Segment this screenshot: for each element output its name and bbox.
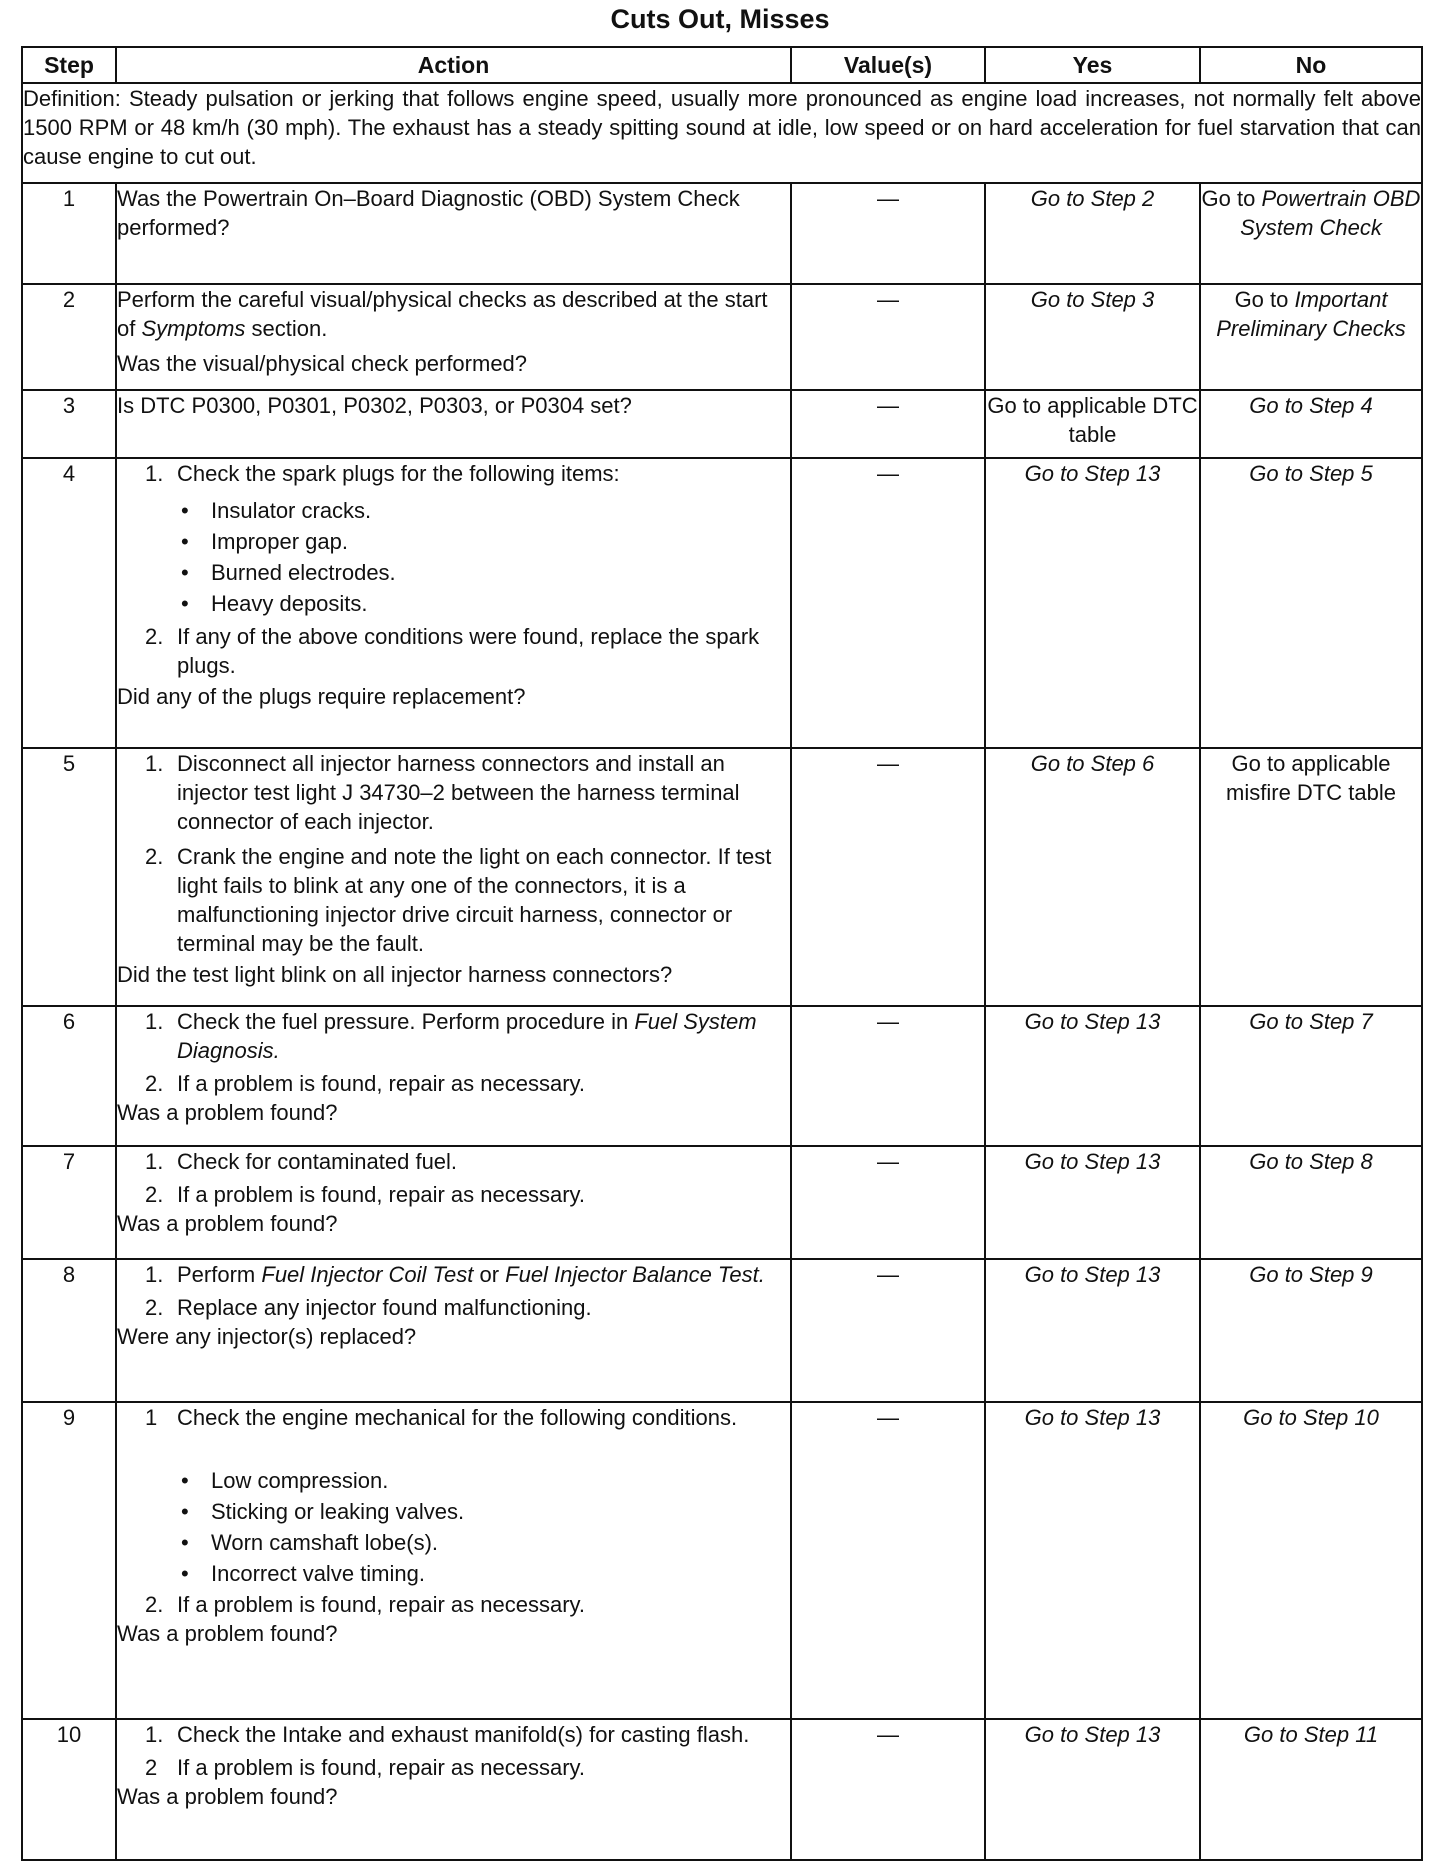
no-cell <box>1200 390 1422 458</box>
action-question: Was the Powertrain On–Board Diagnostic (OBD) System Check performed? <box>117 186 740 240</box>
bullet-item <box>117 589 790 618</box>
header-no: No <box>1200 47 1422 83</box>
bullet-text: Low compression. <box>211 1468 389 1493</box>
definition-text: Definition: Steady pulsation or jerking that follows engine speed, usually more pronounced as engine load increases, not normally felt above 1500 RPM or 48 km/h (30 mph). The exhaust has a steady spitting sound at idle, low speed or on hard acceleration for fuel starvation that can cause engine to cut out. <box>22 83 1422 183</box>
yes-cell <box>985 1146 1200 1259</box>
bullet-item <box>117 1528 790 1557</box>
bullet-item <box>117 1466 790 1495</box>
yes-goto: Go to Step 13 <box>1024 1405 1161 1430</box>
item-text: If a problem is found, repair as necessary. <box>177 1592 586 1617</box>
bullet-dot: • <box>181 1499 189 1524</box>
action-question: Was a problem found? <box>117 1211 338 1236</box>
bullet-text: Incorrect valve timing. <box>211 1561 425 1586</box>
action-cell <box>116 1402 791 1719</box>
action-question: Was a problem found? <box>117 1100 338 1125</box>
bullet-dot: • <box>181 1530 189 1555</box>
item-number: 2. <box>145 1182 164 1207</box>
action-cell <box>116 748 791 1006</box>
yes-cell <box>985 1259 1200 1402</box>
no-prefix: Go to <box>1234 287 1289 312</box>
step-number: 6 <box>22 1006 116 1146</box>
step-number: 10 <box>22 1719 116 1860</box>
item-number: 2 <box>145 1755 158 1780</box>
numbered-item <box>117 1147 790 1176</box>
item-text-pre: Check the fuel pressure. Perform procedure in <box>177 1009 629 1034</box>
no-cell <box>1200 1402 1422 1719</box>
action-post: section. <box>251 316 328 341</box>
action-question: Did the test light blink on all injector harness connectors? <box>117 962 673 987</box>
table-row-step-5 <box>22 748 1422 1006</box>
item-text: Check the spark plugs for the following items: <box>177 461 620 486</box>
numbered-item <box>117 1590 790 1619</box>
step-number: 1 <box>22 183 116 284</box>
action-cell <box>116 183 791 284</box>
item-number: 2. <box>145 624 164 649</box>
yes-goto: Go to Step 13 <box>1024 1262 1161 1287</box>
header-step: Step <box>22 47 116 83</box>
item-number: 2. <box>145 1071 164 1096</box>
yes-cell <box>985 284 1200 390</box>
item-text: Disconnect all injector harness connectors and install an injector test light J 34730–2 between the harness terminal connector of each injector. <box>177 751 740 834</box>
bullet-text: Worn camshaft lobe(s). <box>211 1530 439 1555</box>
action-cell <box>116 284 791 390</box>
item-number: 2. <box>145 1592 164 1617</box>
bullet-dot: • <box>181 498 189 523</box>
item-text-italic: Fuel Injector Coil Test <box>261 1262 474 1287</box>
no-link-text: Powertrain OBD System Check <box>1240 186 1421 240</box>
item-number: 1 <box>145 1405 158 1430</box>
value-cell: — <box>791 748 985 1006</box>
step-number: 9 <box>22 1402 116 1719</box>
item-text: Check the Intake and exhaust manifold(s) for casting flash. <box>177 1722 750 1747</box>
page-title: Cuts Out, Misses <box>610 4 830 34</box>
item-text-pre: Perform <box>177 1262 256 1287</box>
numbered-item <box>117 1260 790 1289</box>
bullet-item <box>117 558 790 587</box>
value-cell: — <box>791 1402 985 1719</box>
action-cell <box>116 1719 791 1860</box>
item-text <box>177 1007 790 1065</box>
action-cell <box>116 458 791 748</box>
bullet-item <box>117 1559 790 1588</box>
no-cell <box>1200 1006 1422 1146</box>
bullet-text: Insulator cracks. <box>211 498 372 523</box>
value-cell: — <box>791 1146 985 1259</box>
bullet-dot: • <box>181 1561 189 1586</box>
no-goto: Go to Step 11 <box>1243 1722 1379 1747</box>
item-number: 1. <box>145 1262 164 1287</box>
yes-cell <box>985 458 1200 748</box>
bullet-text: Heavy deposits. <box>211 591 368 616</box>
item-text: If any of the above conditions were found, replace the spark plugs. <box>177 624 760 678</box>
yes-cell <box>985 1402 1200 1719</box>
action-question: Were any injector(s) replaced? <box>117 1324 417 1349</box>
yes-goto: Go to Step 13 <box>1024 1009 1161 1034</box>
definition-row <box>22 83 1422 183</box>
value-cell: — <box>791 1006 985 1146</box>
table-row-step-8 <box>22 1259 1422 1402</box>
item-text: If a problem is found, repair as necessary. <box>177 1182 586 1207</box>
table-row-step-1 <box>22 183 1422 284</box>
item-text: Check for contaminated fuel. <box>177 1149 458 1174</box>
item-text: If a problem is found, repair as necessary. <box>177 1755 586 1780</box>
table-row-step-2 <box>22 284 1422 390</box>
action-question: Was the visual/physical check performed? <box>117 351 528 376</box>
action-instruction <box>117 285 790 343</box>
no-goto: Go to Step 9 <box>1249 1262 1373 1287</box>
yes-goto: Go to Step 3 <box>1030 287 1155 312</box>
item-number: 2. <box>145 1295 164 1320</box>
no-goto: Go to Step 4 <box>1249 393 1373 418</box>
item-text-italic: Fuel System Diagnosis. <box>177 1009 757 1063</box>
bullet-dot: • <box>181 529 189 554</box>
yes-goto: Go to Step 13 <box>1024 461 1161 486</box>
item-text: If a problem is found, repair as necessary. <box>177 1071 586 1096</box>
table-row-step-10 <box>22 1719 1422 1860</box>
yes-cell: Go to applicable DTC table <box>985 390 1200 458</box>
no-goto: Go to Step 10 <box>1243 1405 1379 1430</box>
action-cell <box>116 1259 791 1402</box>
action-italic: Symptoms <box>141 316 246 341</box>
table-row-step-7 <box>22 1146 1422 1259</box>
table-row-step-6 <box>22 1006 1422 1146</box>
yes-cell <box>985 1006 1200 1146</box>
bullet-text: Improper gap. <box>211 529 348 554</box>
numbered-item <box>117 1720 790 1749</box>
bullet-text: Burned electrodes. <box>211 560 396 585</box>
no-cell <box>1200 183 1422 284</box>
no-cell: Go to applicable misfire DTC table <box>1200 748 1422 1006</box>
item-number: 1. <box>145 1149 164 1174</box>
no-cell <box>1200 284 1422 390</box>
yes-goto: Go to Step 2 <box>1030 186 1155 211</box>
action-question: Was a problem found? <box>117 1621 338 1646</box>
numbered-item <box>117 622 790 680</box>
item-number: 1. <box>145 461 164 486</box>
no-cell <box>1200 1719 1422 1860</box>
bullet-text: Sticking or leaking valves. <box>211 1499 465 1524</box>
table-row-step-9 <box>22 1402 1422 1719</box>
yes-cell <box>985 748 1200 1006</box>
bullet-dot: • <box>181 1468 189 1493</box>
item-text-italic: Fuel Injector Balance Test. <box>505 1262 765 1287</box>
step-number: 7 <box>22 1146 116 1259</box>
item-number: 1. <box>145 1722 164 1747</box>
item-text <box>177 1260 790 1289</box>
no-cell <box>1200 1259 1422 1402</box>
action-question: Did any of the plugs require replacement? <box>117 684 526 709</box>
action-pre: Perform the careful visual/physical checks as described at the start of <box>117 287 768 341</box>
bullet-dot: • <box>181 560 189 585</box>
step-number: 2 <box>22 284 116 390</box>
no-goto: Go to Step 7 <box>1249 1009 1373 1034</box>
numbered-item <box>117 1753 790 1782</box>
step-number: 8 <box>22 1259 116 1402</box>
table-row-step-3 <box>22 390 1422 458</box>
numbered-item <box>117 1069 790 1098</box>
yes-goto: Go to Step 13 <box>1024 1722 1161 1747</box>
numbered-item <box>117 1180 790 1209</box>
action-question: Is DTC P0300, P0301, P0302, P0303, or P0304 set? <box>117 393 632 418</box>
value-cell: — <box>791 1259 985 1402</box>
value-cell: — <box>791 458 985 748</box>
value-cell: — <box>791 1719 985 1860</box>
step-number: 3 <box>22 390 116 458</box>
action-cell <box>116 1146 791 1259</box>
step-number: 4 <box>22 458 116 748</box>
no-cell <box>1200 458 1422 748</box>
table-header-row <box>22 47 1422 83</box>
bullet-item <box>117 527 790 556</box>
value-cell: — <box>791 183 985 284</box>
header-values: Value(s) <box>791 47 985 83</box>
action-cell <box>116 390 791 458</box>
item-text: Replace any injector found malfunctioning. <box>177 1295 592 1320</box>
item-text: Check the engine mechanical for the following conditions. <box>177 1405 738 1430</box>
header-yes: Yes <box>985 47 1200 83</box>
no-goto: Go to Step 5 <box>1249 461 1373 486</box>
bullet-item <box>117 1497 790 1526</box>
bullet-dot: • <box>181 591 189 616</box>
value-cell: — <box>791 390 985 458</box>
value-cell: — <box>791 284 985 390</box>
bullet-item <box>117 496 790 525</box>
numbered-item <box>117 749 790 836</box>
item-text: Crank the engine and note the light on each connector. If test light fails to blink at any one of the connectors, it is a malfunctioning injector drive circuit harness, connector or terminal may be the fault. <box>177 844 772 956</box>
yes-cell <box>985 1719 1200 1860</box>
step-number: 5 <box>22 748 116 1006</box>
diagnostic-table <box>21 46 1423 1861</box>
item-number: 1. <box>145 1009 164 1034</box>
table-row-step-4 <box>22 458 1422 748</box>
action-question: Was a problem found? <box>117 1784 338 1809</box>
numbered-item <box>117 1293 790 1322</box>
numbered-item <box>117 1403 790 1432</box>
header-action: Action <box>116 47 791 83</box>
item-text-mid: or <box>479 1262 500 1287</box>
numbered-item <box>117 459 790 488</box>
yes-cell <box>985 183 1200 284</box>
numbered-item <box>117 1007 790 1065</box>
yes-goto: Go to Step 6 <box>1030 751 1155 776</box>
numbered-item <box>117 842 790 958</box>
no-link-text: Important Preliminary Checks <box>1216 287 1406 341</box>
item-number: 1. <box>145 751 164 776</box>
item-number: 2. <box>145 844 164 869</box>
no-prefix: Go to <box>1201 186 1256 211</box>
yes-goto: Go to Step 13 <box>1024 1149 1161 1174</box>
action-cell <box>116 1006 791 1146</box>
no-cell <box>1200 1146 1422 1259</box>
no-goto: Go to Step 8 <box>1249 1149 1373 1174</box>
